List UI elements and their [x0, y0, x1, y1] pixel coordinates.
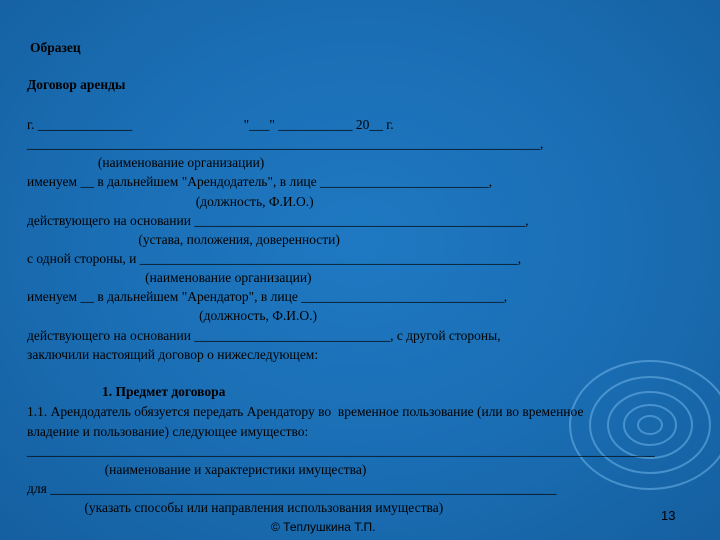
- section-line: _____________________________________________________________________________________________: [27, 443, 655, 458]
- section-heading: 1. Предмет договора: [102, 384, 226, 399]
- document-title: Договор аренды: [27, 77, 126, 92]
- author-credit: © Теплушкина Т.П.: [271, 520, 376, 534]
- page-number: 13: [661, 508, 676, 523]
- contract-line: (устава, положения, доверенности): [27, 232, 340, 247]
- contract-line: заключили настоящий договор о нижеследующем:: [27, 347, 319, 362]
- contract-line: (должность, Ф.И.О.): [27, 308, 318, 323]
- contract-line: действующего на основании _____________________________, с другой стороны,: [27, 328, 501, 343]
- contract-line: с одной стороны, и ________________________________________________________,: [27, 251, 522, 266]
- section-line: 1.1. Арендодатель обязуется передать Арендатору во временное пользование (или во временное: [27, 404, 584, 419]
- contract-line: г. ______________ "___" ___________ 20__ г.: [27, 117, 394, 132]
- water-ripple-decoration: [540, 320, 720, 520]
- section-line: (указать способы или направления использования имущества): [27, 500, 444, 515]
- contract-line: именуем __ в дальнейшем "Арендатор", в лице ______________________________,: [27, 289, 508, 304]
- contract-line: (должность, Ф.И.О.): [27, 194, 314, 209]
- contract-line: именуем __ в дальнейшем "Арендодатель", в лице _________________________,: [27, 174, 493, 189]
- section-line: владение и пользование) следующее имущество:: [27, 424, 309, 439]
- section-line: для ___________________________________________________________________________: [27, 481, 557, 496]
- contract-line: (наименование организации): [27, 155, 265, 170]
- sample-label: Образец: [30, 40, 81, 55]
- contract-line: действующего на основании _________________________________________________,: [27, 213, 529, 228]
- contract-line: (наименование организации): [27, 270, 312, 285]
- section-line: (наименование и характеристики имущества): [27, 462, 367, 477]
- contract-line: ____________________________________________________________________________,: [27, 136, 544, 151]
